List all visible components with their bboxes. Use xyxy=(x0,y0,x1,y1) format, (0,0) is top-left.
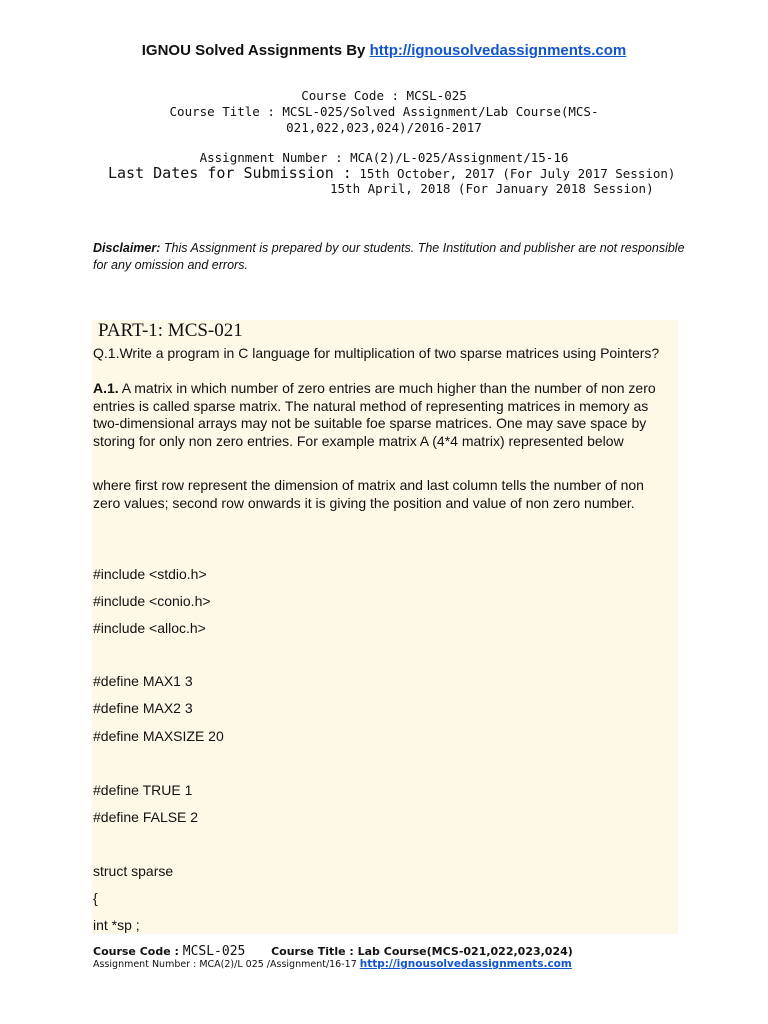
header-link[interactable]: http://ignousolvedassignments.com xyxy=(369,42,627,59)
assignment-number: Assignment Number : MCA(2)/L-025/Assignment/15-16 xyxy=(199,150,569,165)
disclaimer xyxy=(93,240,693,274)
code-line: { xyxy=(93,890,98,906)
footer-code-value: MCSL-025 xyxy=(182,944,246,959)
footer-title-label: Course Title : Lab Course( xyxy=(271,945,432,958)
footer-course-line xyxy=(93,944,573,959)
footer-title-value: MCS-021,022,023,024) xyxy=(431,945,573,958)
question-text: Q.1.Write a program in C language for multiplication of two sparse matrices using Pointers? xyxy=(93,345,660,361)
disclaimer-text: This Assignment is prepared by our students. The Institution and publisher are not responsible for any omission and errors. xyxy=(93,241,685,272)
footer-link[interactable]: http://ignousolvedassignments.com xyxy=(359,958,572,970)
header-title-text: IGNOU Solved Assignments By xyxy=(141,42,370,59)
date-july: 15th October, 2017 (For July 2017 Session) xyxy=(351,166,676,181)
disclaimer-label: Disclaimer: xyxy=(93,241,161,255)
code-line: #define MAXSIZE 20 xyxy=(93,728,224,744)
part-heading: PART-1: MCS-021 xyxy=(98,320,243,341)
code-line: struct sparse xyxy=(93,863,174,879)
code-line: #define FALSE 2 xyxy=(93,809,199,825)
code-line: #include <stdio.h> xyxy=(93,566,207,582)
course-code: Course Code : MCSL-025 xyxy=(301,88,467,103)
code-line: #include <alloc.h> xyxy=(93,620,206,636)
course-title-line1: Course Title : MCSL-025/Solved Assignment/Lab Course(MCS- xyxy=(169,104,599,119)
course-title-line2: 021,022,023,024)/2016-2017 xyxy=(286,120,482,135)
code-line: int *sp ; xyxy=(93,917,140,933)
date-january: 15th April, 2018 (For January 2018 Session) xyxy=(330,181,654,196)
code-line: #define MAX2 3 xyxy=(93,700,193,716)
footer-code-label: Course Code : xyxy=(93,945,183,958)
code-line: #define TRUE 1 xyxy=(93,782,193,798)
code-line: #include <conio.h> xyxy=(93,593,211,609)
explanation-paragraph: where first row represent the dimension of matrix and last column tells the number of non zero values; second row onwards it is giving the position and value of non zero number. xyxy=(93,477,644,511)
dates-label: Last Dates for Submission : xyxy=(108,164,352,182)
footer-assignment: Assignment Number : MCA(2)/L 025 /Assignment/16-17 xyxy=(93,959,360,970)
code-line: #define MAX1 3 xyxy=(93,673,193,689)
page-header xyxy=(0,42,768,59)
answer-label: A.1. xyxy=(93,380,119,396)
answer-text: A matrix in which number of zero entries are much higher than the number of non zero entries is called sparse matrix. The natural method of representing matrices in memory as two-dimensional arrays may not be suitable foe sparse matrices. One may save space by storing for only non zero entries. For example matrix A (4*4 matrix) represented below xyxy=(93,380,656,449)
footer-assignment-line xyxy=(93,958,572,970)
submission-dates xyxy=(108,164,675,182)
answer-paragraph xyxy=(93,380,673,450)
